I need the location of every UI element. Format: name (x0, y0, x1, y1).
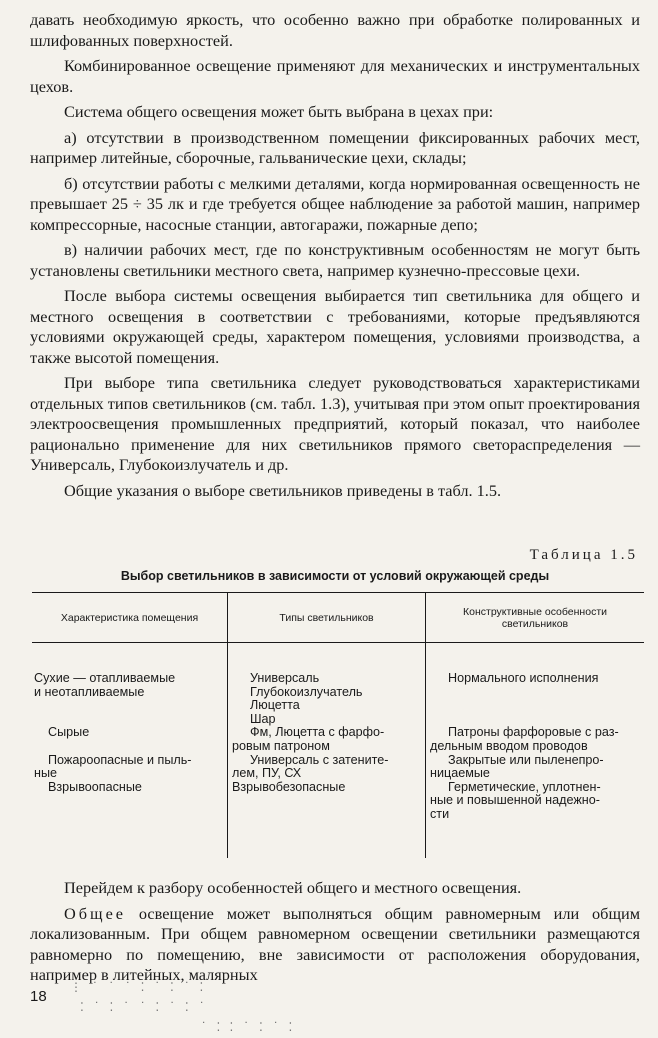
table-header-types: Типы светильников (279, 612, 374, 624)
paragraph: Перейдем к разбору особенностей общего и местного освещения. (64, 878, 522, 897)
scan-noise-mark: ⁚ ˙ ⁚ ˙ ˙ ⁚ ˙ ⁚ ˙ (80, 1000, 207, 1014)
table-cell: Сырые (48, 725, 90, 740)
table-cell: Нормального исполнения (448, 671, 599, 685)
paragraph: Общие указания о выборе светильников приведены в табл. 1.5. (64, 480, 502, 500)
table-cell: Взрывобезопасные (232, 779, 346, 794)
table-cell: Герметические, уплотнен- (448, 779, 601, 794)
paragraph-text: освещение может выполняться общим равномерным или общим локализованным. При общем равномерном освещении светильники размещаются равномерно по помещению, вне зависимости от расположения оборудования, например в литейных, малярных (30, 903, 640, 984)
paragraph: б) отсутствии работы с мелкими деталями, когда нормированная освещенность не превышает 25 ÷ 35 лк и где требуется общее наблюдение за работой машин, например компрессорные, насосные станции, автогаражи, пожарные депо; (30, 173, 640, 234)
table-cell: сти (430, 806, 450, 821)
emphasis-term: Общее (64, 903, 127, 923)
table-cell: Фм, Люцетта с фарфо- (250, 725, 385, 740)
body-text-bottom (30, 878, 640, 986)
table-col-divider (227, 592, 228, 858)
paragraph: После выбора системы освещения выбирается тип светильника для общего и местного освещения в соответствии с требованиями, которые предъявляются условиями окружающей среды, характером помещения, условиями производства, а также высотой помещения. (30, 286, 640, 367)
table-cell (430, 686, 642, 700)
table-cell: Сухие — отапливаемые (34, 671, 176, 685)
paragraph (30, 904, 640, 986)
table-cell (34, 740, 224, 754)
table-title: Выбор светильников в зависимости от условий окружающей среды (120, 569, 550, 583)
table-col-types (232, 672, 422, 794)
table-col-room (34, 672, 224, 794)
paragraph: Комбинированное освещение применяют для механических и инструментальных цехов. (30, 56, 640, 96)
table-label: Таблица 1.5 (529, 547, 638, 563)
table-cell: ные (34, 766, 58, 781)
table-cell: ровым патроном (232, 738, 330, 753)
table-header-design: Конструктивные особенности светильников (463, 606, 607, 630)
table (32, 592, 644, 860)
table-rule-header (32, 642, 644, 643)
paragraph: а) отсутствии в производственном помещении фиксированных рабочих мест, например литейные, сборочные, гальванические цехи, склады; (30, 127, 640, 167)
table-cell (430, 699, 642, 713)
table-cell: Взрывоопасные (48, 779, 142, 794)
table-cell (430, 713, 642, 727)
page-number: 18 (30, 988, 47, 1005)
body-text-top (30, 10, 640, 506)
table-cell: Люцетта (250, 698, 300, 713)
table-cell: Шар (250, 711, 276, 726)
table-col-design (430, 672, 642, 822)
paragraph: давать необходимую яркость, что особенно важно при обработке полированных и шлифованных поверхностей. (30, 10, 640, 50)
table-cell: Пожароопасные и пыль- (48, 752, 192, 767)
table-cell: ницаемые (430, 766, 490, 781)
table-col-divider (425, 592, 426, 858)
paragraph: в) наличии рабочих мест, где по конструктивным особенностям не могут быть установлены светильники местного света, например кузнечно-прессовые цехи. (30, 240, 640, 280)
paragraph: Система общего освещения может быть выбрана в цехах при: (64, 102, 494, 121)
table-cell: Глубокоизлучатель (250, 684, 363, 699)
table-cell (34, 713, 224, 727)
scan-noise-mark: ⋮ ˙ ˙ ˙ ⁚ ˙ ⁚ ˙ ⁚ (70, 980, 205, 994)
table-cell: ные и повышенной надежно- (430, 793, 600, 808)
table-cell: и неотапливаемые (34, 684, 145, 699)
table-cell: Закрытые или пыленепро- (448, 752, 604, 767)
paragraph: При выборе типа светильника следует руководствоваться характеристиками отдельных типов светильников (см. табл. 1.3), учитывая при этом опыт проектирования электроосвещения промышленных предприятий, который показал, что наиболее рационально применение для них светильников прямого светораспределения — Универсаль, Глубокоизлучатель и др. (30, 373, 640, 474)
table-rule-top (32, 592, 644, 593)
table-header-room: Характеристика помещения (60, 612, 199, 624)
table-cell: Универсаль с затените- (250, 752, 389, 767)
scan-noise-mark: ˙ ⁚ ⁚ ˙ ⁚ ˙ ⁚ (200, 1020, 294, 1034)
table-cell: Универсаль (250, 671, 320, 685)
table-cell: лем, ПУ, СХ (232, 766, 302, 781)
table-cell: Патроны фарфоровые с раз- (448, 725, 619, 740)
table-cell (34, 699, 224, 713)
table-cell: дельным вводом проводов (430, 738, 588, 753)
